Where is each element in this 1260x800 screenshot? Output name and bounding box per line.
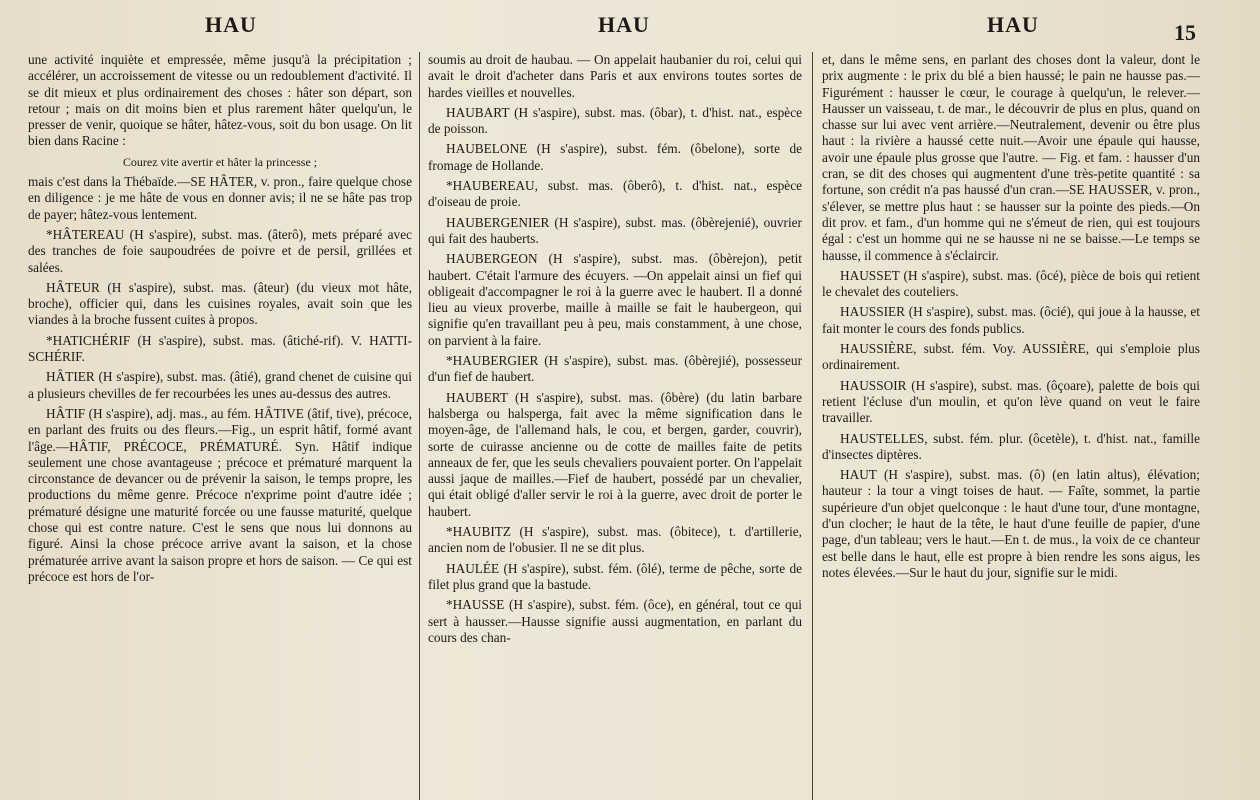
header-guide-word-right: HAU <box>987 12 1039 37</box>
entry-paragraph: HAUSSIÈRE, subst. fém. Voy. AUSSIÈRE, qui s'emploie plus ordinairement. <box>822 341 1200 373</box>
entry-paragraph: HAUBERT (H s'aspire), subst. mas. (ôbère) (du latin barbare halsberga ou halsperga, fait avec la même signification dans le moyen-âge, de l'allemand hals, le cou, et bergen, garder, couvrir), sorte de cuirasse ancienne ou de cotte de mailles faite de petits anneaux de fer, que les seuls chevaliers pouvaient porter. On l'appelait aussi jaque de mailles.—Fief de haubert, possédé par un chevalier, qui était obligé d'aller servir le roi à la guerre, avec droit de porter le haubert. <box>428 389 802 519</box>
entry-paragraph: HAUBELONE (H s'aspire), subst. fém. (ôbelone), sorte de fromage de Hollande. <box>428 141 802 173</box>
text-column-center <box>428 52 802 800</box>
column-rule-left <box>419 52 420 800</box>
entry-paragraph: *HAUBITZ (H s'aspire), subst. mas. (ôbitece), t. d'artillerie, ancien nom de l'obusier. Il ne se dit plus. <box>428 524 802 556</box>
entry-paragraph: HÂTEUR (H s'aspire), subst. mas. (âteur) (du vieux mot hâte, broche), officier qui, dans les cuisines royales, avait soin que les viandes à la broche fussent cuites à propos. <box>28 279 412 328</box>
entry-paragraph: HÂTIER (H s'aspire), subst. mas. (âtié), grand chenet de cuisine qui a plusieurs chevilles de fer recourbées les unes au-dessus des autres. <box>28 369 412 401</box>
text-column-left <box>28 52 412 800</box>
verse-quotation: Courez vite avertir et hâter la princesse ; <box>122 154 318 169</box>
page-number: 15 <box>1174 20 1196 45</box>
entry-paragraph: HÂTIF (H s'aspire), adj. mas., au fém. HÂTIVE (âtif, tive), précoce, en parlant des fruits ou des fleurs.—Fig., un esprit hâtif, formé avant l'âge.—HÂTIF, PRÉCOCE, PRÉMATURÉ. Syn. Hâtif indique seulement une chose avantageuse ; précoce et prématuré marquent la circonstance de devancer ou de prévenir la saison, le temps propre, les productions du même genre. Précoce n'exprime point d'autre idée ; prématuré désigne une maturité forcée ou une fausse maturité, quelque chose qui est contre nature. C'est le sens que nous lui donnons au figuré. Ainsi la chose précoce arrive avant la saison, et la chose prématurée arrive avant la saison propre et hors de saison. — Ce qui est précoce est hors de l'or- <box>28 405 412 584</box>
entry-paragraph: *HAUBEREAU, subst. mas. (ôberô), t. d'hist. nat., espèce d'oiseau de proie. <box>428 178 802 210</box>
entry-paragraph: soumis au droit de haubau. — On appelait haubanier du roi, celui qui avait le droit d'acheter dans Paris et aux environs toutes sortes de hardes vieilles et nouvelles. <box>428 52 802 100</box>
header-guide-word-left: HAU <box>205 12 257 37</box>
entry-paragraph: HAUT (H s'aspire), subst. mas. (ô) (en latin altus), élévation; hauteur : la tour a vingt toises de haut. — Faîte, sommet, la partie supérieure d'un objet quelconque : le haut d'une tour, d'une montagne, d'un clocher; le haut de la tête, le haut d'une feuille de papier, d'une page, d'un tableau; vers le haut.—En t. de mus., la voix de ce chanteur est belle dans le haut, elle est propre à bien rendre les sons aigus, les notes élevées.—Sur le haut du jour, signifie sur le midi. <box>822 467 1200 580</box>
entry-paragraph: HAUSTELLES, subst. fém. plur. (ôcetèle), t. d'hist. nat., famille d'insectes diptères. <box>822 430 1200 462</box>
entry-paragraph: une activité inquiète et empressée, même jusqu'à la précipitation ; accélérer, un accroissement de vitesse ou un redoublement d'activité. Il se dit mieux et plus ordinairement des choses : hâter son départ, son retour ; mais on dit moins bien et plus rarement hâter quelqu'un, le presser de venir, quoique se hâter, hâtez-vous, soit du bon usage. On lit bien dans Racine : <box>28 52 412 149</box>
entry-paragraph: *HATICHÉRIF (H s'aspire), subst. mas. (âtiché-rif). V. HATTI-SCHÉRIF. <box>28 332 412 365</box>
header-guide-word-center: HAU <box>598 12 650 37</box>
column-rule-right <box>812 52 813 800</box>
entry-paragraph: HAUBART (H s'aspire), subst. mas. (ôbar), t. d'hist. nat., espèce de poisson. <box>428 104 802 137</box>
entry-paragraph: HAUSSOIR (H s'aspire), subst. mas. (ôçoare), palette de bois qui retient l'écluse d'un moulin, et qu'on lève quand on veut le faire travailler. <box>822 377 1200 426</box>
entry-paragraph: HAULÉE (H s'aspire), subst. fém. (ôlé), terme de pêche, sorte de filet plus grand que la bastude. <box>428 560 802 592</box>
running-header <box>0 12 1260 52</box>
entry-paragraph: *HAUBERGIER (H s'aspire), subst. mas. (ôbèrejié), possesseur d'un fief de haubert. <box>428 353 802 385</box>
entry-paragraph: HAUBERGENIER (H s'aspire), subst. mas. (ôbèrejenié), ouvrier qui fait des hauberts. <box>428 214 802 246</box>
entry-paragraph: HAUSSIER (H s'aspire), subst. mas. (ôcié), qui joue à la hausse, et fait monter le cours des fonds publics. <box>822 304 1200 336</box>
text-column-right <box>822 52 1200 800</box>
entry-paragraph: *HÂTEREAU (H s'aspire), subst. mas. (âterô), mets préparé avec des tranches de foie saupoudrées de poivre et de persil, grillées et salées. <box>28 226 412 275</box>
entry-paragraph: et, dans le même sens, en parlant des choses dont la valeur, dont le prix augmente : le prix du blé a bien haussé; le pain ne hausse pas.—Figurément : hausser le cœur, le courage à quelqu'un, le relever.—Hausser un vaisseau, t. de mar., le découvrir de plus en plus, quand on chasse sur lui avec vent arrière.—Neutralement, devenir ou être plus haut : la rivière a haussé cette nuit.—Avoir une épaule qui hausse, avoir une épaule plus grosse que l'autre. — Fig. et fam. : hausser d'un cran, se dit des choses qui augmentent d'une très-petite quantité : sa fortune, son crédit n'a pas haussé d'un cran.—SE HAUSSER, v. pron., s'élever, se mettre plus haut : se hausser sur la pointe des pieds.—On dit prov. et fam., d'un homme qui ne s'émeut de rien, qui est toujours égal : c'est un homme qui ne se hausse ni ne se baisse.—Le temps se hausse, il commence à s'éclaircir. <box>822 52 1200 263</box>
entry-paragraph: *HAUSSE (H s'aspire), subst. fém. (ôce), en général, tout ce qui sert à hausser.—Hausse signifie aussi augmentation, en parlant du cours des chan- <box>428 597 802 645</box>
entry-paragraph: HAUSSET (H s'aspire), subst. mas. (ôcé), pièce de bois qui retient le chevalet des couteliers. <box>822 267 1200 300</box>
entry-paragraph: HAUBERGEON (H s'aspire), subst. mas. (ôbèrejon), petit haubert. C'était l'armure des écuyers. —On appelait ainsi un fief qui obligeait d'accompagner le roi à la guerre avec le haubert. Il a donné lieu au vieux proverbe, maille à maille se fait le haubergeon, qui signifie qu'en travaillant peu à peu, mais constamment, à une chose, on parvient à la faire. <box>428 251 802 348</box>
entry-paragraph: mais c'est dans la Thébaïde.—SE HÂTER, v. pron., faire quelque chose en diligence : je me hâte de vous en donner avis; il ne se hâte pas trop de payer; hâtez-vous lentement. <box>28 174 412 222</box>
